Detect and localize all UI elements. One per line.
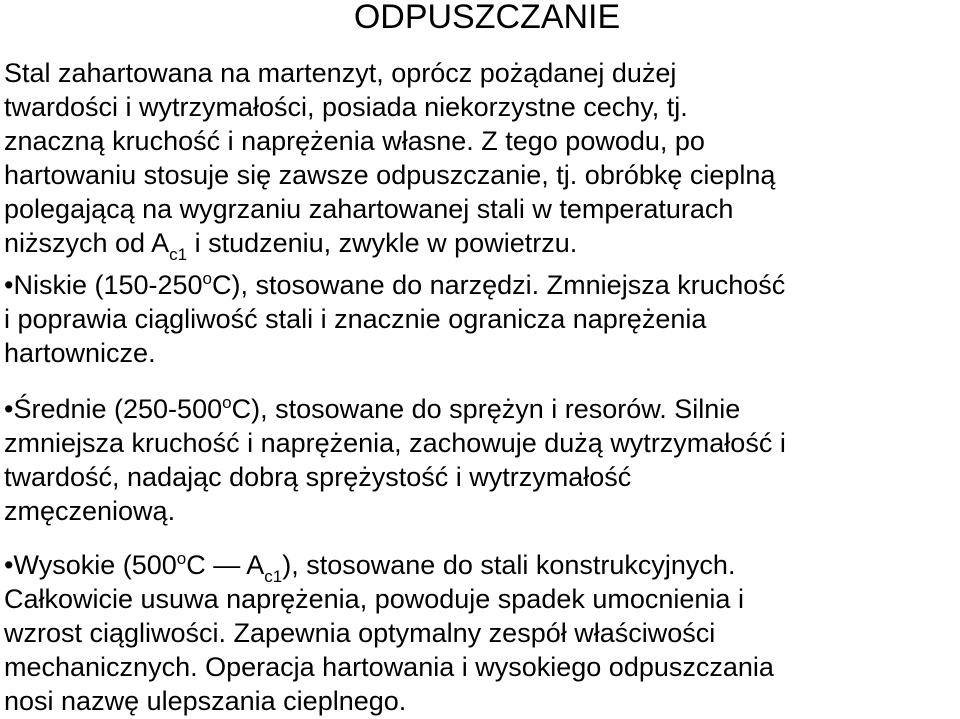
bullet-text: Wysokie (500 xyxy=(13,550,177,580)
intro-line: twardości i wytrzymałości, posiada niekorzystne cechy, tj. xyxy=(4,92,688,122)
bullet-line xyxy=(4,268,960,302)
bullet-line: i poprawia ciągliwość stali i znacznie ogranicza naprężenia xyxy=(4,304,707,334)
bullet-low-tempering xyxy=(4,268,960,370)
bullet-text: ), stosowane do stali konstrukcyjnych. xyxy=(282,550,736,580)
page-title: ODPUSZCZANIE xyxy=(353,0,621,36)
bullet-medium-tempering xyxy=(4,392,960,528)
subscript: c1 xyxy=(169,245,188,264)
bullet-text: C), stosowane do narzędzi. Zmniejsza kruchość xyxy=(212,270,786,300)
bullet-line: Całkowicie usuwa naprężenia, powoduje spadek umocnienia i xyxy=(4,584,744,614)
bullet-icon: • xyxy=(4,270,14,300)
intro-line: polegającą na wygrzaniu zahartowanej stali w temperaturach xyxy=(4,194,734,224)
bullet-text: Niskie (150-250 xyxy=(13,270,203,300)
bullet-line: zmęczeniową. xyxy=(4,496,176,526)
bullet-line: nosi nazwę ulepszania cieplnego. xyxy=(4,686,407,716)
intro-line: znaczną kruchość i naprężenia własne. Z tego powodu, po xyxy=(4,126,705,156)
bullet-icon: • xyxy=(4,394,14,424)
bullet-line: hartownicze. xyxy=(4,338,156,368)
bullet-line: zmniejsza kruchość i naprężenia, zachowuje dużą wytrzymałość i xyxy=(4,428,786,458)
bullet-text: C — A xyxy=(186,550,265,580)
bullet-line: mechanicznych. Operacja hartowania i wysokiego odpuszczania xyxy=(4,652,774,682)
intro-paragraph xyxy=(4,56,960,264)
bullet-line xyxy=(4,392,960,426)
intro-text: niższych od A xyxy=(4,228,170,258)
intro-text: i studzeniu, zwykle w powietrzu. xyxy=(187,228,578,258)
bullet-line: twardość, nadając dobrą sprężystość i wytrzymałość xyxy=(4,462,632,492)
intro-line xyxy=(4,226,960,264)
bullet-icon: • xyxy=(4,550,14,580)
intro-line: Stal zahartowana na martenzyt, oprócz pożądanej dużej xyxy=(4,58,677,88)
superscript: o xyxy=(202,269,213,288)
intro-line: hartowaniu stosuje się zawsze odpuszczanie, tj. obróbkę cieplną xyxy=(4,160,776,190)
bullet-line xyxy=(4,548,960,586)
bullet-text: C), stosowane do sprężyn i resorów. Silnie xyxy=(231,394,741,424)
bullet-line: wzrost ciągliwości. Zapewnia optymalny zespół właściwości xyxy=(4,618,716,648)
superscript: o xyxy=(176,549,187,568)
subscript: c1 xyxy=(264,567,283,586)
superscript: o xyxy=(222,393,232,412)
bullet-text: Średnie (250-500 xyxy=(13,394,223,424)
bullet-high-tempering xyxy=(4,548,960,718)
